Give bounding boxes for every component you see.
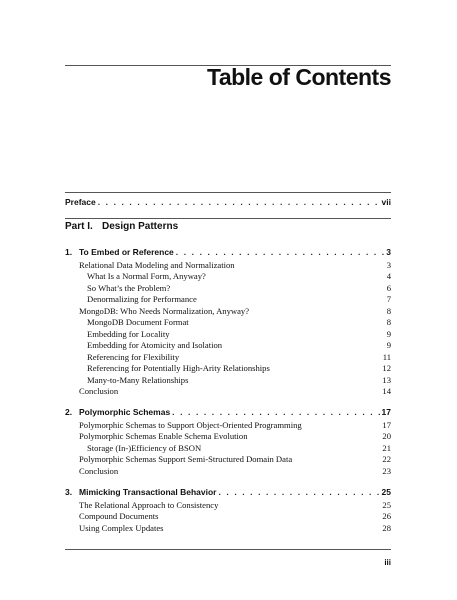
- entry-title: Using Complex Updates: [79, 523, 164, 533]
- page-number: 21: [382, 443, 391, 453]
- toc-entry[interactable]: [79, 500, 391, 510]
- preface-label: Preface: [65, 197, 96, 207]
- entry-title: Denormalizing for Performance: [87, 294, 197, 304]
- page-number: 4: [386, 271, 391, 281]
- chapter-row[interactable]: [65, 407, 391, 417]
- page-number: 14: [382, 386, 391, 396]
- part-rule: [65, 218, 391, 219]
- toc-entry[interactable]: [87, 375, 391, 385]
- toc-entry[interactable]: [79, 466, 391, 476]
- page-number: 17: [382, 420, 391, 430]
- toc-entry[interactable]: [87, 294, 391, 304]
- page-number: 9: [386, 340, 391, 350]
- page-number: 20: [382, 431, 391, 441]
- page-number: 9: [386, 329, 391, 339]
- page-number: 23: [382, 466, 391, 476]
- page-number: 17: [381, 407, 391, 417]
- chapter-title: Polymorphic Schemas: [79, 407, 171, 417]
- part-title: Design Patterns: [102, 221, 179, 232]
- entry-title: Referencing for Potentially High-Arity Relationships: [87, 363, 270, 373]
- entry-title: Embedding for Atomicity and Isolation: [87, 340, 223, 350]
- page-number: 3: [386, 247, 391, 257]
- entry-title: Conclusion: [79, 386, 119, 396]
- page-number: 26: [382, 511, 391, 521]
- entry-title: Embedding for Locality: [87, 329, 170, 339]
- leader-dots: [98, 197, 380, 207]
- entry-title: Conclusion: [79, 466, 119, 476]
- part-heading: [65, 221, 178, 232]
- bottom-rule: [65, 549, 391, 550]
- chapter-row[interactable]: [65, 487, 391, 497]
- preface-rule: [65, 192, 391, 193]
- entry-title: MongoDB Document Format: [87, 317, 189, 327]
- entry-title: Polymorphic Schemas Support Semi-Structured Domain Data: [79, 454, 293, 464]
- entry-title: Relational Data Modeling and Normalization: [79, 260, 235, 270]
- toc-row-preface[interactable]: [65, 197, 391, 207]
- entry-title: MongoDB: Who Needs Normalization, Anyway?: [79, 306, 250, 316]
- part-label: Part I.: [65, 221, 93, 232]
- toc-entry[interactable]: [79, 454, 391, 464]
- page-number: 22: [382, 454, 391, 464]
- toc-entry[interactable]: [87, 329, 391, 339]
- entry-title: What Is a Normal Form, Anyway?: [87, 271, 206, 281]
- page-number: 8: [386, 306, 391, 316]
- toc-entry[interactable]: [87, 271, 391, 281]
- toc-entry[interactable]: [87, 443, 391, 453]
- leader-dots: [176, 247, 384, 257]
- chapter-row[interactable]: [65, 247, 391, 257]
- page-number: vii: [381, 197, 391, 207]
- entry-title: Polymorphic Schemas to Support Object-Oriented Programming: [79, 420, 302, 430]
- chapter-number: 3.: [65, 487, 73, 497]
- toc-entry[interactable]: [79, 511, 391, 521]
- page-number: 11: [382, 352, 391, 362]
- toc-entry[interactable]: [87, 283, 391, 293]
- chapter-number: 2.: [65, 407, 73, 417]
- entry-title: So What’s the Problem?: [87, 283, 171, 293]
- chapter-title: To Embed or Reference: [79, 247, 174, 257]
- entry-title: Compound Documents: [79, 511, 159, 521]
- page-number: 8: [386, 317, 391, 327]
- page-number: 3: [386, 260, 391, 270]
- leader-dots: [218, 487, 379, 497]
- page-number: 6: [386, 283, 391, 293]
- toc-entry[interactable]: [79, 306, 391, 316]
- toc-entry[interactable]: [87, 352, 391, 362]
- toc-entry[interactable]: [79, 260, 391, 270]
- toc-entry[interactable]: [87, 363, 391, 373]
- page-title: Table of Contents: [206, 64, 391, 90]
- leader-dots: [172, 407, 379, 417]
- toc-entry[interactable]: [87, 340, 391, 350]
- entry-title: Referencing for Flexibility: [87, 352, 180, 362]
- chapter-number: 1.: [65, 247, 73, 257]
- chapter-title: Mimicking Transactional Behavior: [79, 487, 217, 497]
- entry-title: Polymorphic Schemas Enable Schema Evolution: [79, 431, 248, 441]
- page-number: 7: [386, 294, 391, 304]
- toc-entry[interactable]: [87, 317, 391, 327]
- page-number: 28: [382, 523, 391, 533]
- toc-entry[interactable]: [79, 523, 391, 533]
- page-number: 25: [381, 487, 391, 497]
- toc-entry[interactable]: [79, 420, 391, 430]
- toc-entry[interactable]: [79, 386, 391, 396]
- entry-title: Storage (In-)Efficiency of BSON: [87, 443, 202, 453]
- page-number: 25: [382, 500, 391, 510]
- entry-title: The Relational Approach to Consistency: [79, 500, 219, 510]
- page-number: 12: [382, 363, 391, 373]
- page-number: 13: [382, 375, 391, 385]
- page-folio: iii: [384, 558, 391, 567]
- entry-title: Many-to-Many Relationships: [87, 375, 189, 385]
- toc-entry[interactable]: [79, 431, 391, 441]
